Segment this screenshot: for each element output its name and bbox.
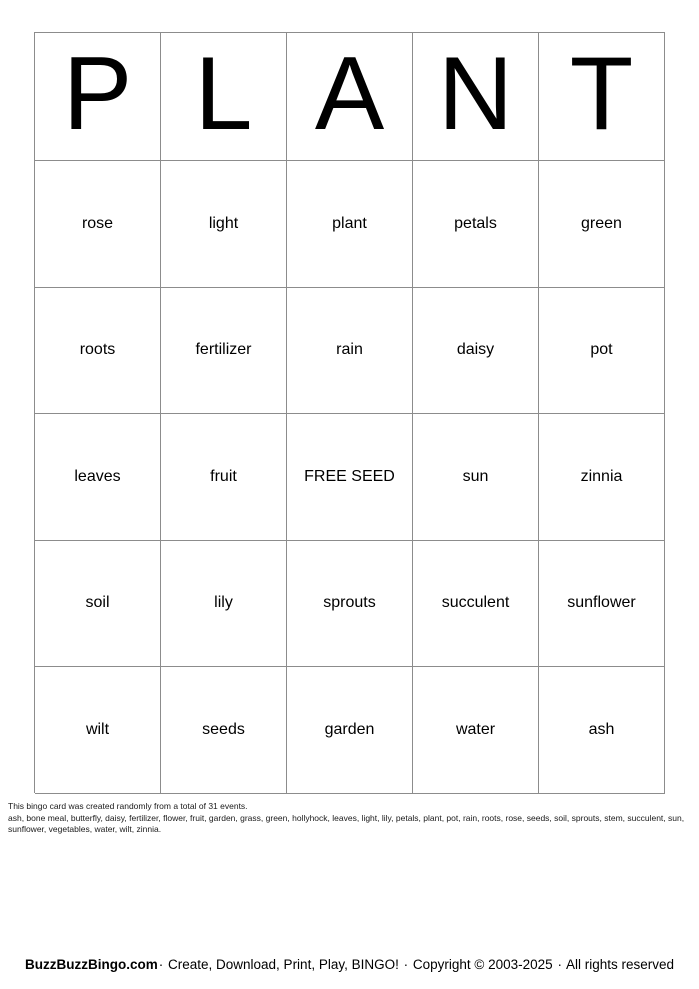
- footer-separator-2: ·: [403, 957, 409, 972]
- bingo-row-2: [35, 288, 665, 415]
- footer-brand[interactable]: BuzzBuzzBingo.com: [24, 957, 158, 972]
- card-fineprint: [8, 801, 692, 836]
- footer-copyright: Copyright © 2003-2025: [412, 957, 553, 972]
- bingo-cell-r1c5[interactable]: green: [539, 161, 665, 288]
- bingo-cell-r2c3[interactable]: rain: [287, 288, 413, 415]
- bingo-cell-r4c4[interactable]: succulent: [413, 541, 539, 668]
- bingo-cell-r3c4[interactable]: sun: [413, 414, 539, 541]
- bingo-cell-r3c1[interactable]: leaves: [35, 414, 161, 541]
- bingo-cell-r2c4[interactable]: daisy: [413, 288, 539, 415]
- fineprint-summary: This bingo card was created randomly from a total of 31 events.: [8, 801, 248, 811]
- footer-separator-1: ·: [158, 957, 164, 972]
- bingo-card: [34, 32, 665, 793]
- bingo-cell-r1c3[interactable]: plant: [287, 161, 413, 288]
- header-letter-1: P: [35, 33, 161, 161]
- bingo-cell-r3c5[interactable]: zinnia: [539, 414, 665, 541]
- header-letter-2: L: [161, 33, 287, 161]
- header-letter-5: T: [539, 33, 665, 161]
- bingo-row-1: [35, 161, 665, 288]
- header-letter-4: N: [413, 33, 539, 161]
- bingo-cell-r4c1[interactable]: soil: [35, 541, 161, 668]
- bingo-row-5: [35, 667, 665, 794]
- footer-rights: All rights reserved: [565, 957, 674, 972]
- bingo-cell-r1c4[interactable]: petals: [413, 161, 539, 288]
- bingo-cell-r4c2[interactable]: lily: [161, 541, 287, 668]
- fineprint-word-list: ash, bone meal, butterfly, daisy, fertilizer, flower, fruit, garden, grass, green, hollyhock, leaves, light, lily, petals, plant, pot, rain, roots, rose, seeds, soil, sprouts, stem, succulent, sun, sunflower, vegetables, water, wilt, zinnia.: [8, 812, 685, 835]
- bingo-cell-r3c2[interactable]: fruit: [161, 414, 287, 541]
- bingo-cell-r1c1[interactable]: rose: [35, 161, 161, 288]
- bingo-cell-r2c2[interactable]: fertilizer: [161, 288, 287, 415]
- bingo-cell-r5c5[interactable]: ash: [539, 667, 665, 794]
- bingo-row-4: [35, 541, 665, 668]
- bingo-cell-r1c2[interactable]: light: [161, 161, 287, 288]
- bingo-cell-r5c3[interactable]: garden: [287, 667, 413, 794]
- bingo-cell-r4c5[interactable]: sunflower: [539, 541, 665, 668]
- page-footer: [0, 955, 699, 975]
- bingo-cell-r5c4[interactable]: water: [413, 667, 539, 794]
- footer-tagline: Create, Download, Print, Play, BINGO!: [168, 957, 399, 972]
- bingo-row-3: [35, 414, 665, 541]
- header-letter-3: A: [287, 33, 413, 161]
- bingo-header-row: [35, 33, 665, 161]
- footer-separator-3: ·: [557, 957, 562, 972]
- bingo-cell-r2c1[interactable]: roots: [35, 288, 161, 415]
- bingo-cell-r5c1[interactable]: wilt: [35, 667, 161, 794]
- bingo-cell-r5c2[interactable]: seeds: [161, 667, 287, 794]
- bingo-free-space[interactable]: FREE SEED: [287, 414, 413, 541]
- bingo-cell-r2c5[interactable]: pot: [539, 288, 665, 415]
- bingo-cell-r4c3[interactable]: sprouts: [287, 541, 413, 668]
